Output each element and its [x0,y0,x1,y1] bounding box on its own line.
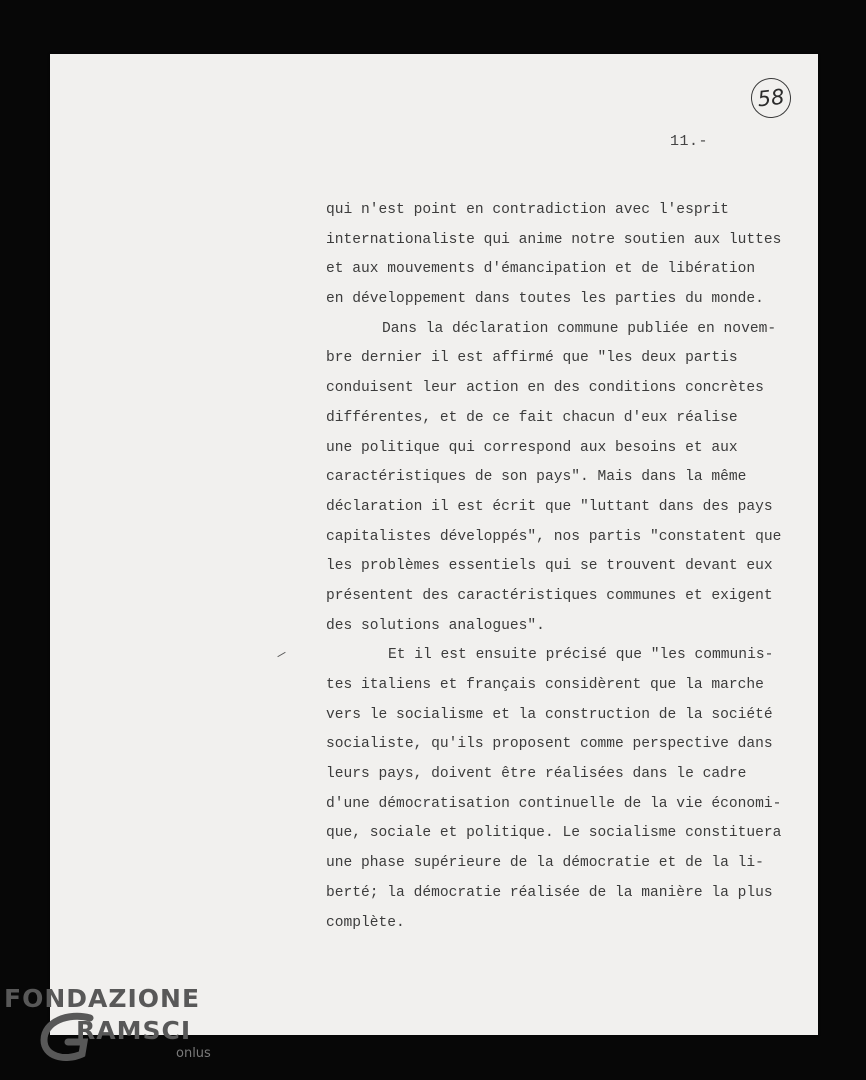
text-line: des solutions analogues". [326,617,545,634]
fondazione-gramsci-watermark [4,984,219,1076]
text-line: caractéristiques de son pays". Mais dans la même [326,469,747,486]
text-line: une politique qui correspond aux besoins et aux [326,439,738,456]
text-line: berté; la démocratie réalisée de la manière la plus [326,884,773,901]
text-line: présentent des caractéristiques communes et exigent [326,587,773,604]
watermark-line2: RAMSCI [76,1016,192,1045]
text-line: une phase supérieure de la démocratie et de la li- [326,855,764,872]
watermark-suffix: onlus [176,1046,211,1061]
text-line: différentes, et de ce fait chacun d'eux réalise [326,409,738,426]
text-line: que, sociale et politique. Le socialisme constituera [326,825,782,842]
text-line: Et il est ensuite précisé que "les communis- [388,647,774,664]
text-line: déclaration il est écrit que "luttant dans des pays [326,498,773,515]
text-line: socialiste, qu'ils proposent comme perspective dans [326,736,773,753]
text-line: capitalistes développés", nos partis "constatent que [326,528,782,545]
page-number: 11.- [670,133,709,150]
text-line: et aux mouvements d'émancipation et de libération [326,261,756,278]
text-line: vers le socialisme et la construction de la société [326,706,773,723]
text-line: d'une démocratisation continuelle de la vie économi- [326,795,782,812]
watermark-line1: FONDAZIONE [4,984,201,1013]
text-line: qui n'est point en contradiction avec l'esprit [326,202,729,218]
text-line: les problèmes essentiels qui se trouvent devant eux [326,558,773,575]
text-line: tes italiens et français considèrent que la marche [326,677,764,693]
text-line: Dans la déclaration commune publiée en novem- [382,320,777,337]
text-line: complète. [326,914,405,931]
text-line: leurs pays, doivent être réalisées dans le cadre [326,766,747,783]
text-line: internationaliste qui anime notre soutien aux luttes [326,231,782,248]
text-line: conduisent leur action en des conditions concrètes [326,380,764,397]
folio-number: 58 [756,84,786,112]
typed-text-body [326,196,816,938]
text-line: en développement dans toutes les parties du monde. [326,291,764,308]
text-line: bre dernier il est affirmé que "les deux partis [326,350,738,367]
